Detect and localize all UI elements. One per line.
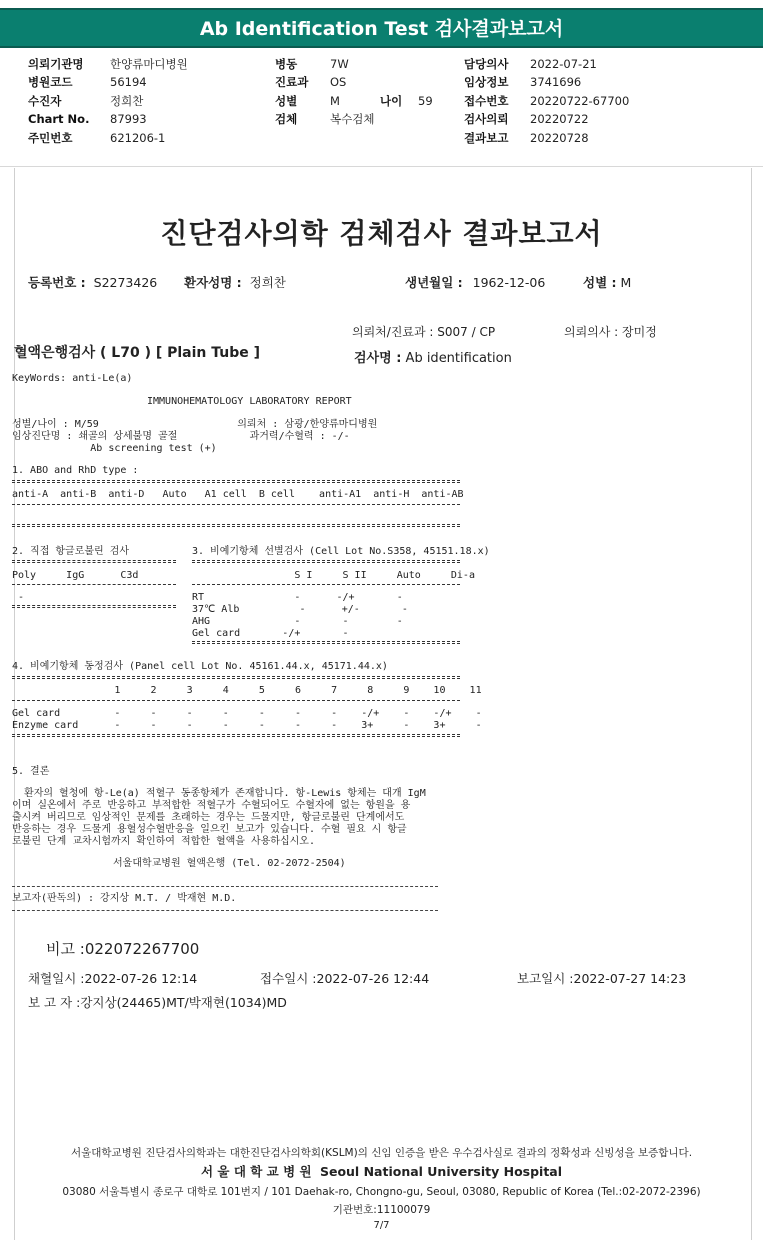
value-department: OS	[330, 75, 347, 90]
divider	[12, 560, 176, 563]
referral-doctor: 의뢰의사 : 장미정	[564, 325, 657, 339]
value-patient: 정희찬	[110, 93, 144, 108]
section-4-header: 1 2 3 4 5 6 7 8 9 10 11	[12, 685, 482, 696]
label-receipt-no: 접수번호	[464, 93, 509, 108]
section-5-title: 5. 결론	[12, 766, 50, 777]
divider	[12, 700, 460, 701]
divider	[12, 504, 460, 505]
label-registration-no: 등록번호 :	[28, 275, 86, 290]
label-chart-no: Chart No.	[28, 112, 90, 127]
label-resident-no: 주민번호	[28, 130, 73, 145]
exam-group: 혈액은행검사 ( L70 ) [ Plain Tube ]	[14, 345, 261, 361]
value-attending: 2022-07-21	[530, 57, 597, 71]
label-exam-name: 검사명 :	[354, 351, 402, 366]
label-requester: 의뢰기관명	[28, 57, 84, 71]
section-1-title: 1. ABO and RhD type :	[12, 465, 139, 476]
exam-name-row	[354, 347, 512, 366]
value-requester: 한양류마디병원	[110, 57, 188, 71]
value-patient-name: 정희찬	[249, 275, 286, 290]
conclusion-text: 환자의 혈청에 항-Le(a) 적혈구 동종항체가 존재합니다. 항-Lewis 항체는 대개 IgM 이며 실온에서 주로 반응하고 부적합한 적혈구가 수혈되어도 수혈자에 없는 항원을 용 출시켜 버리므로 임상적인 문제를 초래하는 경우는 드물지만, 항글로불린 단계에서도 반응하는 경우 드물게 용혈성수혈반응을 일으킨 보고가 있습니다. 수혈 필요 시 항글 로불린 단계 교차시험까지 확인하여 적합한 혈액을 사용하십시오.	[12, 788, 426, 847]
page-number: 7/7	[373, 1220, 390, 1231]
lab-report-title: IMMUNOHEMATOLOGY LABORATORY REPORT	[147, 396, 352, 407]
sex-row	[583, 273, 631, 291]
value-exam-name: Ab identification	[405, 351, 512, 366]
hospital-name	[0, 1162, 763, 1180]
info-column-3	[464, 55, 629, 147]
value-hospital-code: 56194	[110, 75, 147, 90]
label-hospital-code: 병원코드	[28, 75, 73, 90]
reporter-row	[28, 993, 287, 1011]
value-request-date: 20220722	[530, 112, 589, 127]
value-result-date: 20220728	[530, 130, 589, 145]
value-sex: M	[330, 93, 340, 108]
value-chart-no: 87993	[110, 112, 147, 127]
divider	[12, 605, 176, 608]
label-department: 진료과	[275, 75, 309, 90]
label-patient: 수진자	[28, 93, 62, 108]
value-receive-time: 2022-07-26 12:44	[316, 971, 430, 986]
section-4-rows: Gel card - - - - - - - -/+ - -/+ - Enzyme card - - - - - - - 3+ - 3+ -	[12, 708, 482, 731]
value-registration-no: S2273426	[93, 275, 158, 290]
label-dob: 생년월일 :	[405, 275, 463, 290]
divider	[192, 641, 460, 644]
value-specimen: 복수검체	[330, 112, 375, 127]
section-2-title: 2. 직접 항글로불린 검사	[12, 546, 130, 557]
value-dob: 1962-12-06	[472, 275, 546, 290]
label-clinical-info: 임상정보	[464, 75, 509, 90]
label-sex: 성별	[275, 93, 298, 108]
label-reporter: 보 고 자 :	[28, 995, 81, 1010]
dob-row	[405, 273, 545, 291]
patient-name-row	[184, 273, 286, 291]
label-collect-time: 채혈일시 :	[28, 971, 85, 986]
patient-line-2: 임상진단명 : 쇄골의 상세불명 골절 과거력/수혈력 : -/-	[12, 431, 350, 442]
patient-line-3: Ab screening test (+)	[12, 443, 217, 454]
section-1-header: anti-A anti-B anti-D Auto A1 cell B cell anti-A1 anti-H anti-AB	[12, 489, 464, 500]
section-4-title: 4. 비예기항체 동정검사 (Panel cell Lot No. 45161.44.x, 45171.44.x)	[12, 661, 388, 672]
label-request-date: 검사의뢰	[464, 112, 509, 127]
value-resident-no: 621206-1	[110, 130, 166, 145]
keywords: KeyWords: anti-Le(a)	[12, 373, 133, 384]
divider	[12, 480, 460, 483]
certification-statement: 서울대학교병원 진단검사의학과는 대한진단검사의학회(KSLM)의 신임 인증을 받은 우수검사실로 결과의 정확성과 신빙성을 보증합니다.	[70, 1147, 693, 1159]
patient-line-1: 성별/나이 : M/59 의뢰처 : 삼광/한양류마디병원	[12, 419, 378, 430]
divider	[192, 560, 460, 563]
value-collect-time: 2022-07-26 12:14	[84, 971, 198, 986]
divider	[12, 734, 460, 737]
divider	[12, 676, 460, 679]
referral-dept: 의뢰처/진료과 : S007 / CP	[352, 325, 496, 339]
report-main-title: 진단검사의학 검체검사 결과보고서	[160, 217, 603, 250]
label-receive-time: 접수일시 :	[260, 971, 317, 986]
blood-bank-contact: 서울대학교병원 혈액은행 (Tel. 02-2072-2504)	[113, 858, 346, 869]
value-reporter: 강지상(24465)MT/박재현(1034)MD	[80, 995, 287, 1010]
label-attending: 담당의사	[464, 57, 509, 71]
info-column-2	[275, 55, 433, 129]
value-note: 022072267700	[84, 940, 200, 958]
value-ward: 7W	[330, 57, 349, 71]
label-report-time: 보고일시 :	[517, 971, 574, 986]
label-patient-name: 환자성명 :	[184, 275, 242, 290]
label-report-sex: 성별 :	[583, 275, 617, 290]
value-report-sex: M	[620, 275, 632, 290]
value-clinical-info: 3741696	[530, 75, 582, 90]
divider	[12, 886, 438, 887]
label-result-date: 결과보고	[464, 130, 509, 145]
collect-time-row	[28, 969, 197, 987]
hospital-name-en: Seoul National University Hospital	[319, 1164, 563, 1179]
value-age: 59	[418, 93, 433, 108]
section-3-header: S I S II Auto Di-a	[192, 570, 475, 581]
report-header-title: Ab Identification Test 검사결과보고서	[0, 8, 763, 48]
section-2-value: -	[12, 592, 25, 603]
hospital-address: 03080 서울특별시 종로구 대학로 101번지 / 101 Daehak-ro, Chongno-gu, Seoul, 03080, Republic of Korea (Tel.:02-2072-2396)	[62, 1186, 701, 1198]
label-age: 나이	[380, 93, 403, 108]
label-ward: 병동	[275, 57, 298, 71]
note-row	[46, 938, 199, 959]
divider	[192, 584, 460, 585]
section-3-title: 3. 비예기항체 선별검사 (Cell Lot No.S358, 45151.18.x)	[192, 546, 490, 557]
hospital-name-ko: 서 울 대 학 교 병 원	[200, 1164, 312, 1179]
section-2-header: Poly IgG C3d	[12, 570, 139, 581]
divider	[12, 584, 176, 585]
value-report-time: 2022-07-27 14:23	[573, 971, 687, 986]
value-receipt-no: 20220722-67700	[530, 93, 630, 108]
divider	[12, 910, 438, 911]
registration-row	[28, 273, 157, 291]
divider	[12, 524, 460, 527]
reporter-interpreter: 보고자(판독의) : 강지상 M.T. / 박재현 M.D.	[12, 893, 237, 904]
section-3-rows: RT - -/+ - 37℃ Alb - +/- - AHG - - - Gel card -/+ -	[192, 592, 408, 639]
info-column-1	[28, 55, 188, 147]
label-note: 비고 :	[46, 940, 85, 958]
institution-number: 기관번호:11100079	[332, 1204, 431, 1216]
report-time-row	[517, 969, 686, 987]
label-specimen: 검체	[275, 112, 298, 127]
receive-time-row	[260, 969, 429, 987]
